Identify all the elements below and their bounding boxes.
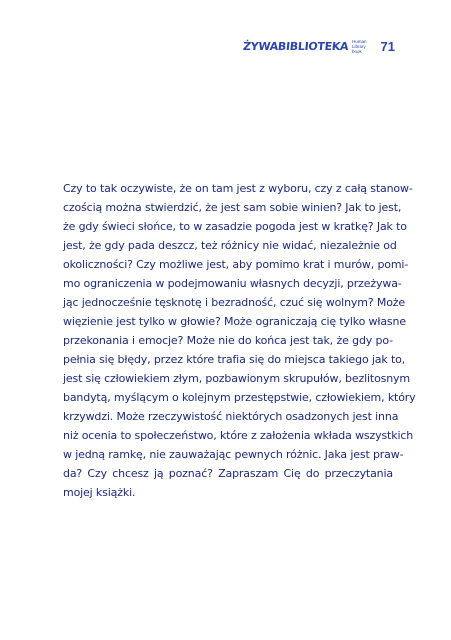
text-line: da? Czy chcesz ją poznać? Zapraszam Cię do przeczytania [63,467,393,480]
text-line: Czy to tak oczywiste, że on tam jest z wyboru, czy z całą stanow- [63,182,413,195]
text-line: czością można stwierdzić, że jest sam sobie winien? Jak to jest, [63,201,402,214]
page-header [243,34,395,58]
text-line: krzywdzi. Może rzeczywistość niektórych osadzonych jest inna [63,410,399,423]
text-line: jest się człowiekiem złym, pozbawionym skrupułów, bezlitosnym [63,372,410,385]
text-line: niż ocenia to społeczeństwo, które z założenia wkłada wszystkich [63,429,414,442]
text-line: okoliczności? Czy możliwe jest, aby pomimo krat i murów, pomi- [63,258,409,271]
text-line: jest, że gdy pada deszcz, też różnicy nie widać, niezależnie od [63,239,397,252]
text-line: więzienie jest tylko w głowie? Może ograniczają cię tylko własne [63,315,406,328]
body-paragraph [63,179,416,502]
logo-subtitle [352,39,367,54]
text-line: mo ograniczenia w podejmowaniu własnych decyzji, przeżywa- [63,277,402,290]
text-line: przekonania i emocje? Może nie do końca jest tak, że gdy po- [63,334,393,347]
logo-sub-line: Library [352,43,366,49]
text-line: jąc jednocześnie tęsknotę i bezradność, czuć się wolnym? Może [63,296,406,309]
page-number: 71 [380,38,395,54]
text-line: że gdy świeci słońce, to w zasadzie pogoda jest w kratkę? Jak to [63,220,407,233]
text-line: pełnia się błędy, przez które trafia się do miejsca takiego jak to, [63,353,406,366]
zywa-biblioteka-logo [243,39,367,54]
logo-wordmark: ŻYWABIBLIOTEKA [242,39,349,53]
logo-sub-line: book [352,48,362,54]
logo-sub-line: Human [352,38,367,44]
text-line: bandytą, myślącym o kolejnym przestępstwie, człowiekiem, który [63,391,416,404]
text-line: mojej książki. [63,486,136,499]
text-line: w jedną ramkę, nie zauważając pewnych różnic. Jaka jest praw- [63,448,404,461]
